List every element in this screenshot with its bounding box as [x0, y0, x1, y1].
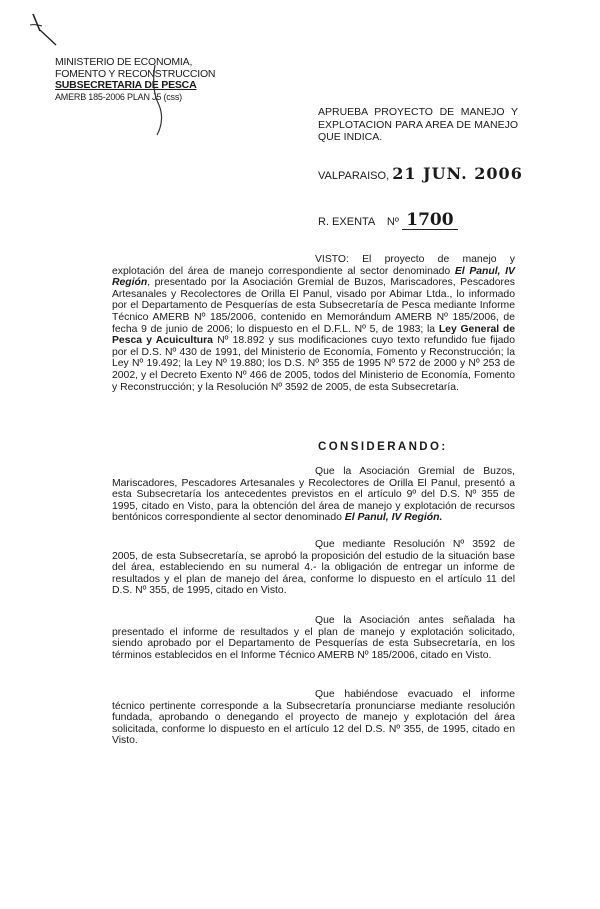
considerando-paragraph-3: Que la Asociación antes señalada ha presentado el informe de resultados y el plan de manejo y explotación solicitado, siendo aprobado por el Departamento de Pesquerías de esta Subsecretaría, en los términos establecidos en el Informe Técnico AMERB Nº 185/2006, citado en Visto. [112, 615, 515, 661]
considerando-paragraph-4: Que habiéndose evacuado el informe técnico pertinente corresponde a la Subsecretaría pronunciarse mediante resolución fundada, aprobando o denegando el proyecto de manejo y explotación del área solicitada, conforme lo dispuesto en el artículo 12 del D.S. Nº 355, de 1995, citado en Visto. [112, 689, 515, 747]
considerando-paragraph-2: Que mediante Resolución Nº 3592 de 2005, de esta Subsecretaría, se aprobó la proposición del estudio de la situación base del área, estableciendo en su numeral 4.- la obligación de entregar un informe de resultados y el plan de manejo del área, conforme lo dispuesto en el artículo 11 del D.S. Nº 355, de 1995, citado en Visto. [112, 539, 515, 597]
considerando-1-text: Que la Asociación Gremial de Buzos, Mariscadores, Pescadores Artesanales y Recolectores de Orilla El Panul, presentó a esta Subsecretaría los antecedentes previstos en el artículo 9º del D.S. Nº 355 de 1995, citado en Visto, para la obtención del área de manejo y explotación de recursos bentónicos correspondiente al sector denominado [112, 466, 515, 524]
date-stamp: 21 JUN. 2006 [392, 164, 523, 183]
ministry-header [55, 57, 215, 103]
subsecretaria-name: SUBSECRETARIA DE PESCA [55, 79, 197, 91]
reference-code: AMERB 185-2006 PLAN J5 (css) [55, 91, 182, 102]
visto-text-2: Nº 18.892 y sus modificaciones cuyo texto refundido fue fijado por el D.S. Nº 430 de 1991, del Ministerio de Economía, Fomento y Reconstrucción; la Ley Nº 19.492; la Ley Nº 19.880; los D.S. Nº 355 de 1995 Nº 572 de 2000 y Nº 253 de 2002, y el Decreto Exento Nº 466 de 2005, todos del Ministerio de Economía, Fomento y Reconstrucción; y la Resolución Nº 3592 de 2005, de esta Subsecretaría. [112, 335, 515, 393]
resolution-number: 1700 [402, 212, 458, 230]
considerando-1-sector: El Panul, IV Región. [344, 512, 443, 524]
resolution-no-label: Nº [386, 216, 399, 228]
handwritten-mark [0, 0, 80, 60]
signature-stroke [145, 60, 175, 140]
visto-ley: Ley General de Pesca y Acuicultura [112, 323, 516, 347]
ministry-name-line1: MINISTERIO DE ECONOMIA, [55, 56, 193, 68]
ministry-name-line2: FOMENTO Y RECONSTRUCCION [55, 67, 216, 80]
document-subject: APRUEBA PROYECTO DE MANEJO Y EXPLOTACION PARA AREA DE MANEJO QUE INDICA. [318, 106, 518, 143]
visto-paragraph [112, 254, 515, 393]
resolution-label: R. EXENTA [318, 216, 375, 228]
visto-text-1: , presentado por la Asociación Gremial de Buzos, Mariscadores, Pescadores Artesanales y Recolectores de Orilla El Panul, visado por Abimar Ltda., lo informado por el Departamento de Pesquerías de esta Subsecretaría de Pesca mediante Informe Técnico AMERB Nº 185/2006, contenido en Memorándum AMERB Nº 185/2006, de fecha 9 de junio de 2006; lo dispuesto en el D.F.L. Nº 5, de 1983; la [112, 277, 515, 335]
considerando-heading: CONSIDERANDO: [318, 441, 448, 453]
visto-lead: El proyecto de manejo y explotación del área de manejo correspondiente al sector denominado [112, 254, 515, 277]
date-place: VALPARAISO, [318, 170, 390, 182]
resolution-line [318, 212, 458, 230]
visto-sector: El Panul, IV Región [112, 265, 515, 289]
considerando-paragraph-1 [112, 466, 515, 524]
visto-label: VISTO: [315, 254, 349, 265]
date-line [318, 164, 523, 183]
